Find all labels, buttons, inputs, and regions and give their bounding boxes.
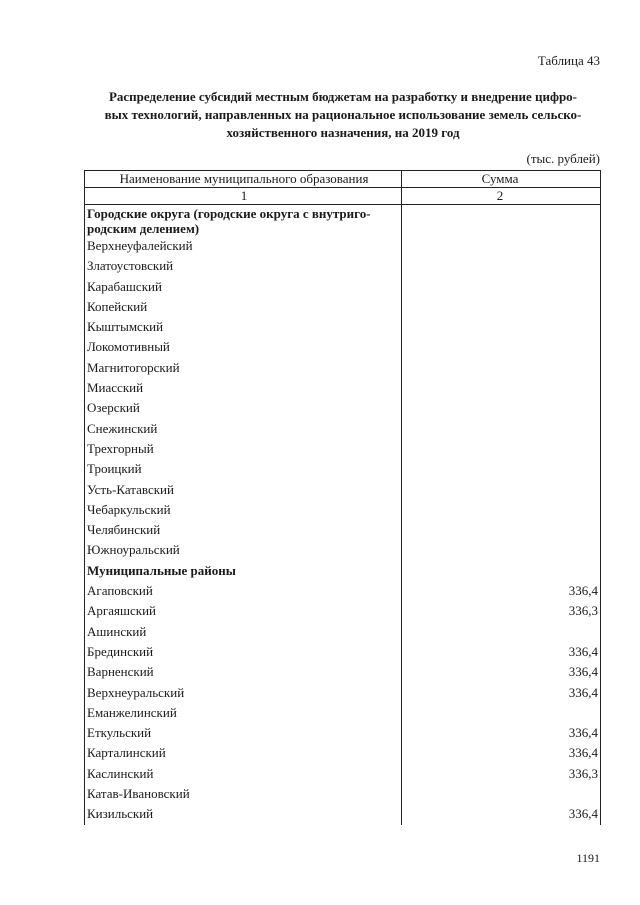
subsidy-amount [402, 540, 601, 560]
municipality-name: Златоустовский [84, 256, 402, 276]
table-row [84, 480, 601, 500]
title-line-2: вых технологий, направленных на рациональное использование земель сельско- [104, 107, 582, 122]
column-number-1: 1 [84, 188, 402, 204]
table-row [84, 723, 601, 743]
municipality-name: Ашинский [84, 622, 402, 642]
units-label: (тыс. рублей) [526, 151, 600, 166]
subsidy-table [84, 170, 601, 825]
subsidy-amount [402, 277, 601, 297]
table-row [84, 743, 601, 763]
subsidy-amount [402, 337, 601, 357]
section-title: Городские округа (городские округа с внутриго-родским делением) [84, 205, 402, 236]
table-header-row [84, 170, 601, 188]
table-row [84, 601, 601, 621]
table-row [84, 256, 601, 276]
municipality-name: Копейский [84, 297, 402, 317]
table-row [84, 540, 601, 560]
subsidy-amount [402, 358, 601, 378]
table-body [84, 205, 601, 825]
table-row [84, 764, 601, 784]
table-row [84, 378, 601, 398]
title-line-3: хозяйственного назначения, на 2019 год [226, 125, 460, 140]
table-row [84, 581, 601, 601]
municipality-name: Озерский [84, 398, 402, 418]
municipality-name: Чебаркульский [84, 500, 402, 520]
subsidy-amount: 336,4 [402, 581, 601, 601]
subsidy-amount [402, 480, 601, 500]
subsidy-amount: 336,3 [402, 764, 601, 784]
municipality-name: Кыштымский [84, 317, 402, 337]
document-title [78, 88, 608, 142]
municipality-name: Агаповский [84, 581, 402, 601]
subsidy-amount [402, 419, 601, 439]
table-row [84, 398, 601, 418]
table-row [84, 520, 601, 540]
table-row [84, 419, 601, 439]
section-sum-cell [402, 205, 601, 236]
table-row [84, 784, 601, 804]
municipality-name: Каслинский [84, 764, 402, 784]
municipality-name: Еманжелинский [84, 703, 402, 723]
table-number: Таблица 43 [537, 53, 600, 68]
subsidy-amount: 336,3 [402, 601, 601, 621]
table-row [84, 277, 601, 297]
table-row [84, 642, 601, 662]
subsidy-amount [402, 236, 601, 256]
subsidy-amount [402, 622, 601, 642]
table-row [84, 439, 601, 459]
municipality-name: Кизильский [84, 804, 402, 824]
table-column-numbers-row [84, 188, 601, 205]
subsidy-amount [402, 378, 601, 398]
section-header-row [84, 205, 601, 236]
municipality-name: Троицкий [84, 459, 402, 479]
subsidy-amount [402, 398, 601, 418]
municipality-name: Верхнеуфалейский [84, 236, 402, 256]
municipality-name: Усть-Катавский [84, 480, 402, 500]
table-row [84, 804, 601, 824]
subsidy-amount [402, 703, 601, 723]
table-row [84, 703, 601, 723]
municipality-name: Челябинский [84, 520, 402, 540]
subsidy-amount: 336,4 [402, 642, 601, 662]
section-header-row [84, 561, 601, 581]
subsidy-amount [402, 459, 601, 479]
subsidy-amount [402, 520, 601, 540]
subsidy-amount: 336,4 [402, 804, 601, 824]
municipality-name: Снежинский [84, 419, 402, 439]
table-row [84, 500, 601, 520]
municipality-name: Катав-Ивановский [84, 784, 402, 804]
table-row [84, 459, 601, 479]
subsidy-amount: 336,4 [402, 723, 601, 743]
subsidy-amount [402, 784, 601, 804]
municipality-name: Карабашский [84, 277, 402, 297]
subsidy-amount [402, 256, 601, 276]
table-row [84, 317, 601, 337]
table-row [84, 297, 601, 317]
subsidy-amount [402, 317, 601, 337]
table-row [84, 236, 601, 256]
subsidy-amount [402, 439, 601, 459]
column-header-sum: Сумма [402, 171, 601, 187]
municipality-name: Локомотивный [84, 337, 402, 357]
municipality-name: Трехгорный [84, 439, 402, 459]
column-header-name: Наименование муниципального образования [84, 171, 402, 187]
table-row [84, 358, 601, 378]
municipality-name: Миасский [84, 378, 402, 398]
municipality-name: Южноуральский [84, 540, 402, 560]
subsidy-amount: 336,4 [402, 683, 601, 703]
municipality-name: Брединский [84, 642, 402, 662]
table-row [84, 337, 601, 357]
column-number-2: 2 [402, 188, 601, 204]
subsidy-amount: 336,4 [402, 662, 601, 682]
table-row [84, 662, 601, 682]
municipality-name: Верхнеуральский [84, 683, 402, 703]
subsidy-amount [402, 297, 601, 317]
subsidy-amount: 336,4 [402, 743, 601, 763]
municipality-name: Еткульский [84, 723, 402, 743]
section-sum-cell [402, 561, 601, 581]
municipality-name: Варненский [84, 662, 402, 682]
table-row [84, 683, 601, 703]
municipality-name: Магнитогорский [84, 358, 402, 378]
municipality-name: Карталинский [84, 743, 402, 763]
table-row [84, 622, 601, 642]
title-line-1: Распределение субсидий местным бюджетам на разработку и внедрение цифро- [108, 89, 578, 104]
subsidy-amount [402, 500, 601, 520]
municipality-name: Аргаяшский [84, 601, 402, 621]
section-title: Муниципальные районы [84, 561, 402, 581]
page-number: 1191 [576, 851, 600, 865]
